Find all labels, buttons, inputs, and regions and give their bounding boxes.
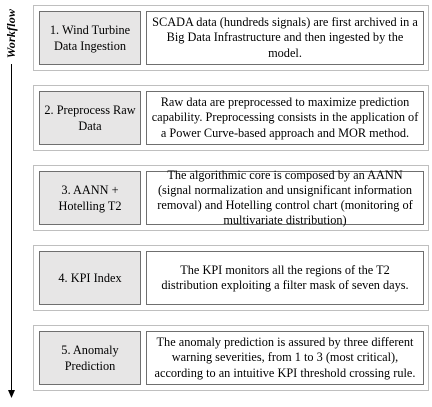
workflow-step-3 <box>33 165 429 231</box>
step-1-description: SCADA data (hundreds signals) are first archived in a Big Data Infrastructure and then ingested by the model. <box>146 11 424 65</box>
step-3-description: The algorithmic core is composed by an AANN (signal normalization and unsignificant information removal) and Hotelling control chart (monitoring of multivariate distribution) <box>146 171 424 225</box>
workflow-step-5 <box>33 325 429 391</box>
workflow-step-4 <box>33 245 429 311</box>
step-4-description: The KPI monitors all the regions of the T2 distribution exploiting a filter mask of seven days. <box>146 251 424 305</box>
step-2-description: Raw data are preprocessed to maximize prediction capability. Preprocessing consists in the application of a Power Curve-based approach and MOR method. <box>146 91 424 145</box>
workflow-step-2 <box>33 85 429 151</box>
step-4-title: 4. KPI Index <box>39 251 141 305</box>
step-2-title: 2. Preprocess Raw Data <box>39 91 141 145</box>
workflow-arrow <box>0 0 30 407</box>
workflow-step-1 <box>33 5 429 71</box>
step-5-title: 5. Anomaly Prediction <box>39 331 141 385</box>
step-1-title: 1. Wind Turbine Data Ingestion <box>39 11 141 65</box>
step-3-title: 3. AANN + Hotelling T2 <box>39 171 141 225</box>
workflow-arrowhead-icon <box>8 390 15 398</box>
workflow-label-text: Workflow <box>4 8 19 58</box>
step-5-description: The anomaly prediction is assured by three different warning severities, from 1 to 3 (most critical), according to an intuitive KPI threshold crossing rule. <box>146 331 424 385</box>
